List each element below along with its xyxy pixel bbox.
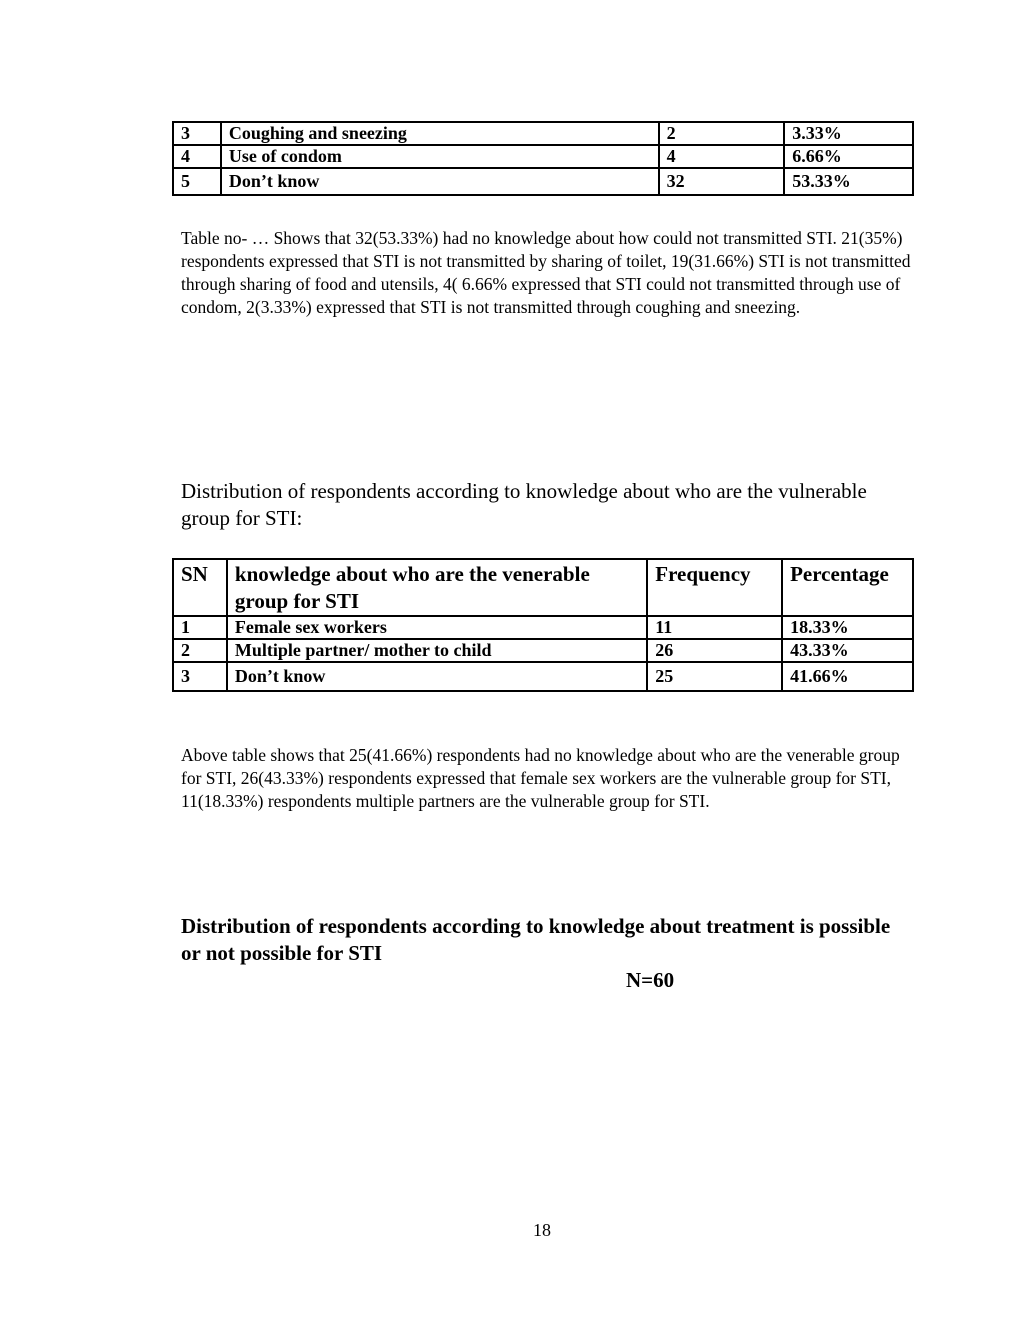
cell-sn: 3 — [173, 662, 227, 691]
header-sn: SN — [173, 559, 227, 616]
page-number: 18 — [533, 1220, 551, 1240]
cell-sn: 5 — [173, 168, 221, 195]
cell-frequency: 2 — [659, 122, 785, 145]
cell-item: Don’t know — [221, 168, 659, 195]
cell-item: Don’t know — [227, 662, 647, 691]
table-row — [173, 168, 913, 195]
table2-description: Above table shows that 25(41.66%) respondents had no knowledge about who are the venerable group for STI, 26(43.33%) respondents expressed that female sex workers are the vulnerable group for STI, 11(18.33%) respondents multiple partners are the vulnerable group for STI. — [181, 745, 900, 811]
cell-percentage: 18.33% — [782, 616, 913, 639]
vulnerable-group-table — [172, 558, 914, 692]
table-row — [173, 639, 913, 662]
table-row — [173, 616, 913, 639]
header-item: knowledge about who are the venerable group for STI — [227, 559, 647, 616]
cell-sn: 3 — [173, 122, 221, 145]
header-frequency: Frequency — [647, 559, 782, 616]
cell-frequency: 11 — [647, 616, 782, 639]
header-percentage: Percentage — [782, 559, 913, 616]
cell-sn: 2 — [173, 639, 227, 662]
table-header-row — [173, 559, 913, 616]
cell-frequency: 4 — [659, 145, 785, 168]
sample-size-label: N=60 — [626, 968, 675, 992]
section-heading-treatment: Distribution of respondents according to knowledge about treatment is possible or not possible for STI — [181, 914, 891, 965]
cell-item: Use of condom — [221, 145, 659, 168]
table-row — [173, 145, 913, 168]
table-row — [173, 122, 913, 145]
section-heading-vulnerable-group: Distribution of respondents according to knowledge about who are the vulnerable group for STI: — [181, 479, 867, 530]
cell-sn: 1 — [173, 616, 227, 639]
cell-percentage: 41.66% — [782, 662, 913, 691]
cell-item: Multiple partner/ mother to child — [227, 639, 647, 662]
table-row — [173, 662, 913, 691]
table1-description: Table no- … Shows that 32(53.33%) had no knowledge about how could not transmitted STI. 21(35%) respondents expressed that STI is not transmitted by sharing of toilet, 19(31.66%) STI is not transmitted through sharing of food and utensils, 4( 6.66% expressed that STI could not transmitted through use of condom, 2(3.33%) expressed that STI is not transmitted through coughing and sneezing. — [181, 228, 911, 317]
cell-item: Female sex workers — [227, 616, 647, 639]
cell-percentage: 6.66% — [784, 145, 913, 168]
cell-item: Coughing and sneezing — [221, 122, 659, 145]
cell-percentage: 43.33% — [782, 639, 913, 662]
cell-sn: 4 — [173, 145, 221, 168]
transmission-knowledge-table — [172, 121, 914, 196]
cell-frequency: 32 — [659, 168, 785, 195]
cell-percentage: 53.33% — [784, 168, 913, 195]
cell-frequency: 25 — [647, 662, 782, 691]
cell-percentage: 3.33% — [784, 122, 913, 145]
cell-frequency: 26 — [647, 639, 782, 662]
